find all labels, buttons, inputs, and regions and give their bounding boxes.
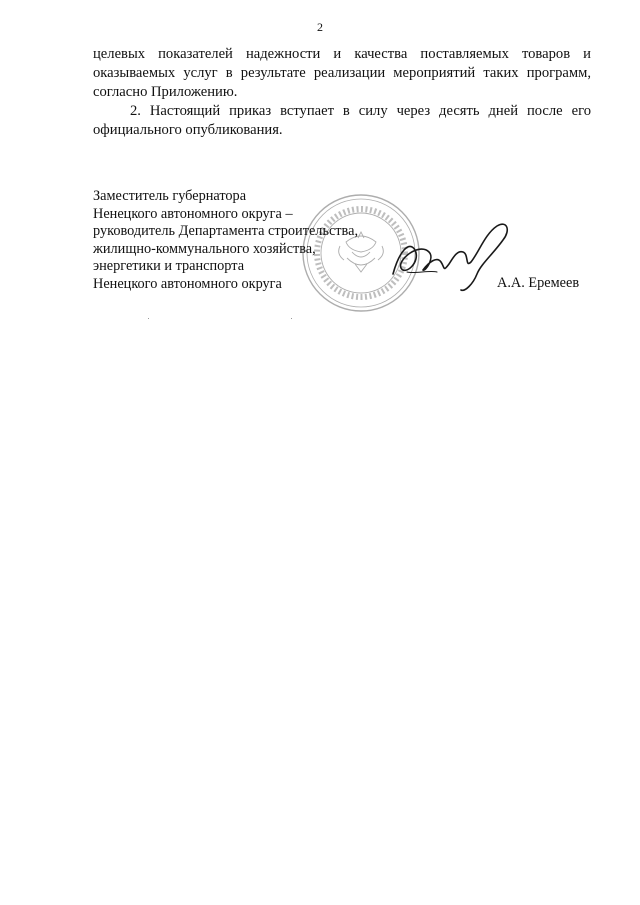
paragraph-effective-date: 2. Настоящий приказ вступает в силу через десять дней после его официального опубликования. xyxy=(93,103,591,138)
paragraph-continuation: целевых показателей надежности и качества поставляемых товаров и оказываемых услуг в результате реализации мероприятий таких программ, согласно Приложению. xyxy=(93,46,591,100)
position-line: жилищно-коммунального хозяйства, xyxy=(93,240,316,257)
scan-speck xyxy=(291,318,292,319)
signatory-position xyxy=(93,188,393,293)
position-line: руководитель Департамента строительства, xyxy=(93,223,359,239)
signatory-name: А.А. Еремеев xyxy=(497,275,580,291)
position-line: Заместитель губернатора xyxy=(93,188,247,204)
position-line: Ненецкого автономного округа – xyxy=(93,205,293,222)
position-line: Ненецкого автономного округа xyxy=(93,275,282,292)
page-number: 2 xyxy=(317,20,323,34)
document-body xyxy=(93,45,591,140)
position-line: энергетики и транспорта xyxy=(93,258,245,274)
scan-speck xyxy=(148,318,149,319)
